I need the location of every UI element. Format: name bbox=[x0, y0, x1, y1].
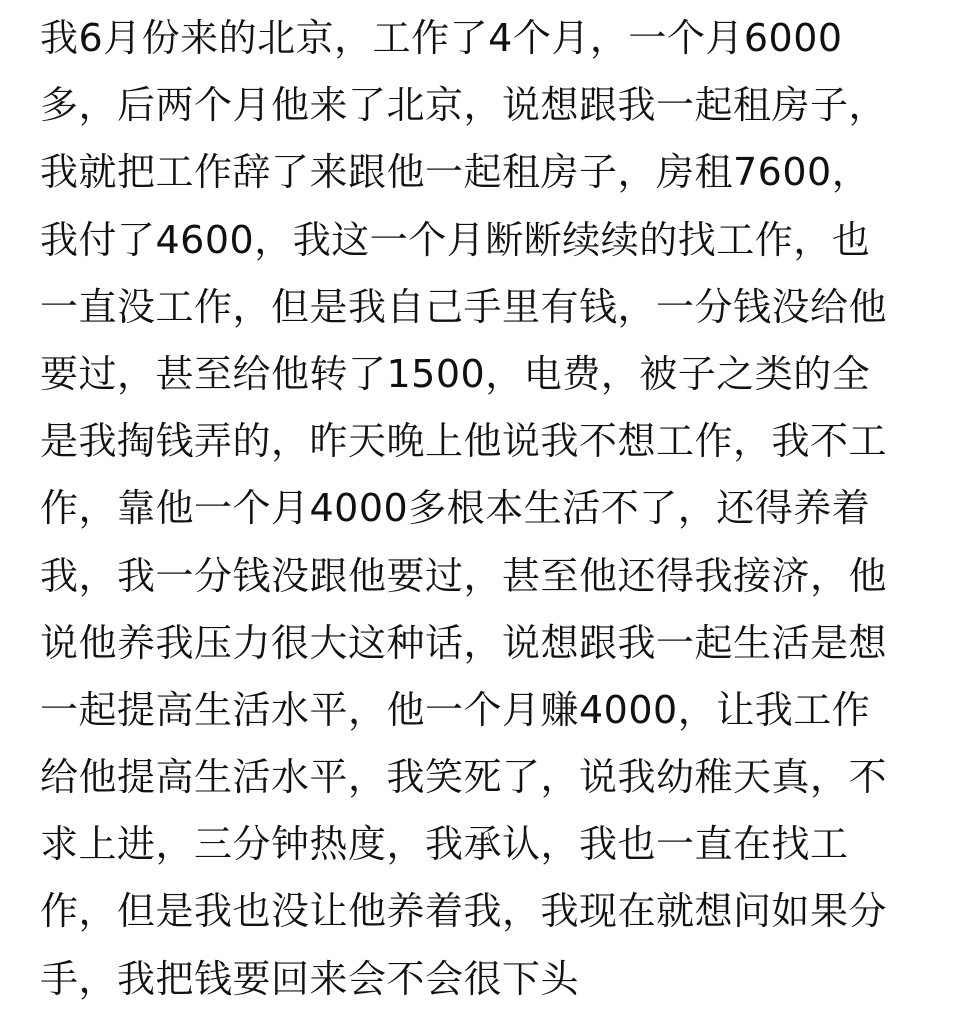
post-text-line: 是我掏钱弄的，昨天晚上他说我不想工作，我不工 bbox=[40, 419, 888, 464]
post-text-line: 一起提高生活水平，他一个月赚4000，让我工作 bbox=[40, 687, 871, 732]
post-text-line: 求上进，三分钟热度，我承认，我也一直在找工 bbox=[40, 822, 849, 867]
post-text-line: 我付了4600，我这一个月断断续续的找工作，也 bbox=[40, 217, 871, 262]
post-text-line: 给他提高生活水平，我笑死了，说我幼稚天真，不 bbox=[40, 755, 888, 800]
post-text-line: 说他养我压力很大这种话，说想跟我一起生活是想 bbox=[40, 620, 888, 665]
post-text-line: 我，我一分钱没跟他要过，甚至他还得我接济，他 bbox=[40, 553, 888, 598]
post-body bbox=[40, 14, 920, 1022]
post-text-line: 要过，甚至给他转了1500，电费，被子之类的全 bbox=[40, 351, 871, 396]
post-text-line: 作，但是我也没让他养着我，我现在就想问如果分 bbox=[40, 889, 888, 934]
post-text-line: 手，我把钱要回来会不会很下头 bbox=[40, 956, 580, 1001]
post-text-line: 多，后两个月他来了北京，说想跟我一起租房子， bbox=[40, 83, 888, 128]
post-text-line: 我就把工作辞了来跟他一起租房子，房租7600， bbox=[40, 150, 871, 195]
post-text-line: 一直没工作，但是我自己手里有钱，一分钱没给他 bbox=[40, 284, 888, 329]
post-text-line: 我6月份来的北京，工作了4个月，一个月6000 bbox=[40, 16, 843, 60]
post-text-line: 作，靠他一个月4000多根本生活不了，还得养着 bbox=[40, 486, 871, 531]
